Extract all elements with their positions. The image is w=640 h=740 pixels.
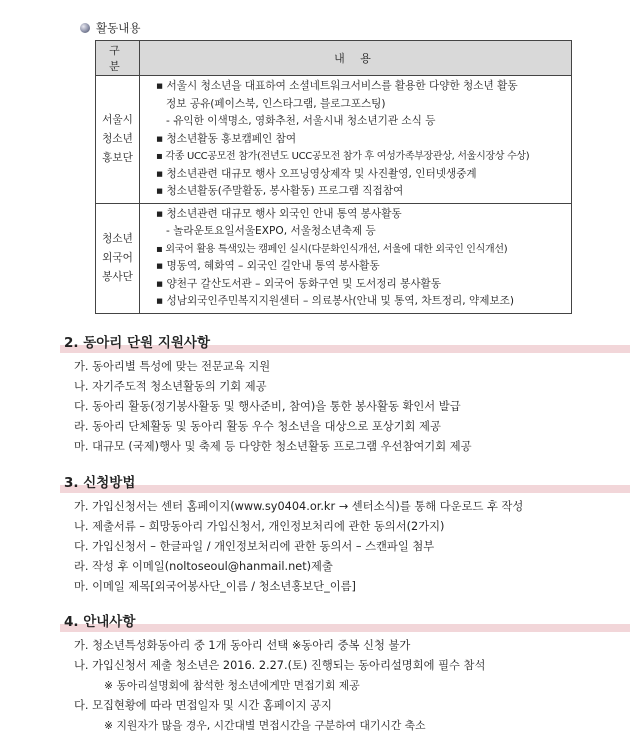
content-line: ▪ 청소년관련 대규모 행사 외국인 안내 통역 봉사활동 [156,207,402,220]
content-line: ▪ 청소년관련 대규모 행사 오프닝영상제작 및 사진촬영, 인터넷생중계 [156,167,477,180]
category-line: 서울시 [102,113,133,126]
category-cell [96,203,140,313]
category-line: 청소년 [102,232,133,245]
activity-table [95,40,572,314]
content-line: ▪ 성남외국인주민복지지원센터 – 의료봉사(안내 및 통역, 차트정리, 약제보조) [156,295,515,307]
note-item: ※ 지원자가 많을 경우, 시간대별 면접시간을 구분하여 대기시간 축소 [104,719,426,732]
header-content: 내 용 [140,41,572,76]
content-line: ▪ 양천구 갈산도서관 – 외국어 동화구연 및 도서정리 봉사활동 [156,277,442,290]
content-line: ▪ 청소년활동(주말활동, 봉사활동) 프로그램 직접참여 [156,185,404,197]
section-title: 3. 신청방법 [60,473,630,493]
section-title: 4. 안내사항 [60,612,630,632]
category-cell [96,76,140,204]
list-item: 다. 모집현황에 따라 면접일자 및 시간 홈페이지 공지 [74,699,332,712]
list-item: 마. 대규모 (국제)행사 및 축제 등 다양한 청소년활동 프로그램 우선참여기회 제공 [74,440,472,453]
content-line: ▪ 각종 UCC공모전 참가(전년도 UCC공모전 참가 후 여성가족부장관상, 서울시장상 수상) [156,151,530,162]
section-apply [60,473,630,597]
list-item: 나. 제출서류 – 희망동아리 가입신청서, 개인정보처리에 관한 동의서(2가지) [74,520,445,533]
list-item: 가. 청소년특성화동아리 중 1개 동아리 선택 ※동아리 중복 신청 불가 [74,639,411,652]
list-item: 나. 가입신청서 제출 청소년은 2016. 2.27.(토) 진행되는 동아리설명회에 필수 참석 [74,659,486,672]
category-line: 외국어 [102,251,133,264]
section-support [60,333,630,457]
list-item: 다. 가입신청서 – 한글파일 / 개인정보처리에 관한 동의서 – 스캔파일 첨부 [74,540,435,553]
content-cell [140,76,572,204]
content-line: ▪ 서울시 청소년을 대표하여 소셜네트워크서비스를 활용한 다양한 청소년 활동 [156,80,518,92]
list-item: 가. 동아리별 특성에 맞는 전문교육 지원 [74,360,271,373]
section-title: 2. 동아리 단원 지원사항 [60,333,630,353]
bullet-ball-icon [80,23,90,33]
activity-heading-label: 활동내용 [96,21,141,35]
table-row-promotion [96,76,572,204]
header-category: 구 분 [96,41,140,76]
content-line: - 유익한 이색명소, 영화추천, 서울시내 청소년기관 소식 등 [166,115,436,127]
list-item: 라. 작성 후 이메일(noltoseoul@hanmail.net)제출 [74,560,333,573]
content-line: ▪ 청소년활동 홍보캠페인 참여 [156,132,297,145]
content-line: - 놀라운토요일서울EXPO, 서울청소년축제 등 [166,225,376,237]
section-notice [60,612,630,736]
list-item: 라. 동아리 단체활동 및 동아리 활동 우수 청소년을 대상으로 포상기회 제공 [74,420,441,433]
activity-heading [80,20,140,36]
category-line: 홍보단 [102,151,133,164]
category-line: 청소년 [102,132,133,145]
content-line: ▪ 명동역, 혜화역 – 외국인 길안내 통역 봉사활동 [156,260,380,272]
table-header-row [96,41,572,76]
note-item: ※ 동아리설명회에 참석한 청소년에게만 면접기회 제공 [104,679,360,692]
list-item: 나. 자기주도적 청소년활동의 기회 제공 [74,380,267,393]
table-row-volunteer [96,203,572,313]
content-line: 정보 공유(페이스북, 인스타그램, 블로그포스팅) [166,97,386,110]
list-item: 마. 이메일 제목[외국어봉사단_이름 / 청소년홍보단_이름] [74,580,356,593]
content-line: ▪ 외국어 활용 특색있는 캠페인 실시(다문화인식개선, 서울에 대한 외국인 인식개선) [156,243,508,255]
category-line: 봉사단 [102,270,133,283]
list-item: 가. 가입신청서는 센터 홈페이지(www.sy0404.or.kr → 센터소식)를 통해 다운로드 후 작성 [74,500,524,513]
content-cell [140,203,572,313]
list-item: 다. 동아리 활동(정기봉사활동 및 행사준비, 참여)을 통한 봉사활동 확인서 발급 [74,400,461,413]
